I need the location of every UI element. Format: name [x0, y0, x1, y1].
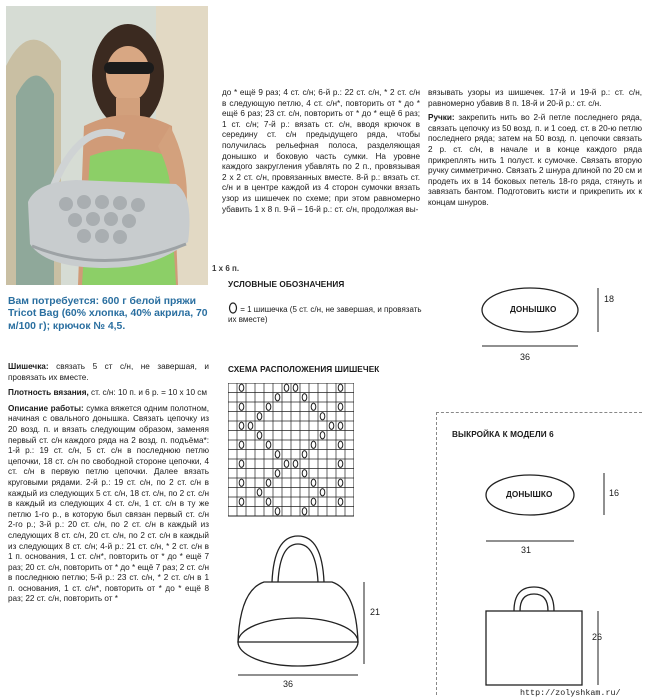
- pattern-oval-width-label: 31: [521, 545, 532, 555]
- bobble-mark: [338, 479, 343, 486]
- materials-heading: Вам потребуется: 600 г белой пряжи Tricot Bag (60% хлопка, 40% акрила, 70 м/100 г); крючок № 4,5.: [8, 296, 208, 332]
- bobble-mark: [320, 489, 325, 496]
- bottom-width-label: 36: [520, 352, 531, 362]
- legend-title: УСЛОВНЫЕ ОБОЗНАЧЕНИЯ: [228, 280, 345, 289]
- bobble-mark: [275, 451, 280, 458]
- bobble-mark: [239, 441, 244, 448]
- bobble-mark: [266, 403, 271, 410]
- column-3-text: вязывать узоры из шишечек. 17-й и 19-й р.: ст. с/н, равномерно убавив 8 п. 18-й и 20-й р.: ст. с/н.: [428, 88, 642, 108]
- bobble-mark: [239, 460, 244, 467]
- bobble-mark: [239, 403, 244, 410]
- bag-width-label: 36: [283, 679, 294, 689]
- bottom-oval-diagram: [480, 278, 640, 358]
- pattern-oval-label: ДОНЫШКО: [506, 490, 553, 499]
- bobble-mark: [275, 394, 280, 401]
- bobble-mark: [311, 498, 316, 505]
- bobble-mark: [239, 498, 244, 505]
- bobble-mark: [275, 508, 280, 515]
- pattern-bag-height-label: 26: [592, 632, 603, 642]
- bobble-mark: [239, 384, 244, 391]
- bobble-mark: [257, 489, 262, 496]
- photo-caption: 1 x 6 п.: [212, 264, 240, 273]
- bobble-mark: [284, 384, 289, 391]
- bobble-definition: Шишечка: связать 5 ст с/н, не завершая, и провязать их вместе.: [8, 362, 209, 382]
- bobble-mark: [320, 413, 325, 420]
- bobble-mark: [239, 422, 244, 429]
- bobble-mark: [311, 441, 316, 448]
- bobble-mark: [338, 498, 343, 505]
- legend: [228, 302, 428, 325]
- legend-symbol-text: = 1 шишечка (5 ст. с/н, не завершая, и провязать их вместе): [228, 305, 422, 324]
- bobble-mark: [284, 460, 289, 467]
- instructions-column-2: [222, 88, 420, 215]
- bottom-oval-label: ДОНЫШКО: [510, 305, 557, 314]
- bobble-mark: [266, 441, 271, 448]
- bobble-mark: [266, 498, 271, 505]
- bobble-mark: [338, 422, 343, 429]
- model-photo: [6, 6, 208, 285]
- bobble-mark: [275, 470, 280, 477]
- bobble-mark: [311, 403, 316, 410]
- bobble-mark: [302, 470, 307, 477]
- pattern-title: ВЫКРОЙКА К МОДЕЛИ 6: [452, 430, 554, 439]
- bobble-mark: [338, 384, 343, 391]
- bobble-symbol-icon: [228, 302, 238, 314]
- instructions-column-3: [428, 88, 642, 209]
- bobble-mark: [257, 432, 262, 439]
- column-2-text: до * ещё 9 раз; 4 ст. с/н; 6-й р.: 22 ст. с/н, * 2 ст. с/н в следующую петлю, 4 ст. с/н*, повторить от * до * ещё 6 раз; 23 ст. с/н, повторить от * до * ещё 6 раз; 1 ст. с/н; 7-й р.: вязать ст. с/н, вводя крючок в середину ст. с/н предыдущего ряда, чтобы получилась рельефная полоса, разделяющая донышко и боковую часть сумки. На уровне каждого закругления убавлять по 2 п., провязывая 2 х 2 ст. с/н, провязанных вместе. 8-й р.: вязать ст. с/н и в центре каждой из 4 сторон сумочки вязать узор из шишечек по схеме; при этом равномерно убавить 1 х 8 п. 9-й – 16-й р.: ст. с/н, продолжая вы-: [222, 88, 420, 214]
- pattern-oval-diagram: [480, 453, 640, 553]
- bobble-mark: [293, 384, 298, 391]
- bobble-mark: [302, 394, 307, 401]
- pattern-oval-height-label: 16: [609, 488, 620, 498]
- bobble-mark: [248, 422, 253, 429]
- bobble-mark: [338, 460, 343, 467]
- bobble-mark: [311, 479, 316, 486]
- handles-instructions: Ручки: закрепить нить во 2-й петле последнего ряда, связать цепочку из 50 возд. п. и 1 соед. ст. в 20-ю петлю последнего ряда; затем на 50 возд. п. цепочки связать 2 р. ст. с/н, в начале и в конце каждого ряда прикреплять нить 1 полуст. к сумочке. Связать вторую ручку симметрично. Связать 2 шнура длиной по 20 см и продеть их в 14 боковых петель 18-го ряда, стянуть и завязать бантом. Подготовить кисти и прикрепить их к концам шнуров.: [428, 113, 642, 207]
- bobble-mark: [302, 451, 307, 458]
- gauge-definition: Плотность вязания, ст. с/н: 10 п. и 6 р. = 10 х 10 см: [8, 388, 208, 398]
- pattern-bag-diagram: [480, 585, 610, 690]
- bobble-mark: [266, 479, 271, 486]
- bobble-mark: [320, 432, 325, 439]
- bag-side-diagram: [228, 532, 368, 682]
- bobble-mark: [239, 479, 244, 486]
- scheme-title: СХЕМА РАСПОЛОЖЕНИЯ ШИШЕЧЕК: [228, 365, 380, 374]
- bag-height-label: 21: [370, 607, 381, 617]
- woman-with-bag-illustration: [6, 6, 208, 285]
- bobble-mark: [257, 413, 262, 420]
- bobble-mark: [302, 508, 307, 515]
- bobble-mark: [293, 460, 298, 467]
- bobble-mark: [338, 403, 343, 410]
- bottom-height-label: 18: [604, 294, 615, 304]
- site-watermark: http://zolyshkam.ru/: [520, 688, 621, 698]
- instructions-column-1: [8, 362, 209, 605]
- bobble-placement-chart: [228, 383, 354, 517]
- work-description: Описание работы: сумка вяжется одним полотном, начиная с овального донышка. Связать цепочку из 20 возд. п. и вязать следующим образом, заменяя первый ст. с/н каждого ряда на 2 возд. п. подъёма*: 1-й р.: 19 ст. с/н, 5 ст. с/н в последнюю петлю цепочки, 18 ст. с/н по свободной стороне цепочки, 4 ст. с/н в первую петлю цепочки. Далее вязать круговыми рядами. 2-й р.: 19 ст. с/н, по 2 ст. с/н в каждый из следующих 5 ст. с/н, 18 ст. с/н, по 2 ст. с/н в каждый из следующих 4 ст. с/н, 1 ст. с/н в ту же петлю 1-го р., в которую был связан первый ст. с/н 2-го р.; 3-й р.: 20 ст. с/н, по 2 ст. с/н в каждый из следующих 8 ст. с/н, 20 ст. с/н, по 2 ст. с/н в каждый из следующих 8 ст. с/н; 4-й р.: 21 ст. с/н, * 2 ст. с/н в 1 п. основания, 1 ст. с/н*, повторить от * до * ещё 7 раз; 20 ст. с/н, повторить от * до * ещё 7 раз; 2 ст. с/н в последнюю петлю; 5-й р.: 23 ст. с/н, * 2 ст. с/н в 1 п. основания, 1 ст. с/н*, повторить от * до * ещё 8 раз; 22 ст. с/н, повторить от *: [8, 403, 209, 604]
- bobble-mark: [329, 422, 334, 429]
- bobble-mark: [338, 441, 343, 448]
